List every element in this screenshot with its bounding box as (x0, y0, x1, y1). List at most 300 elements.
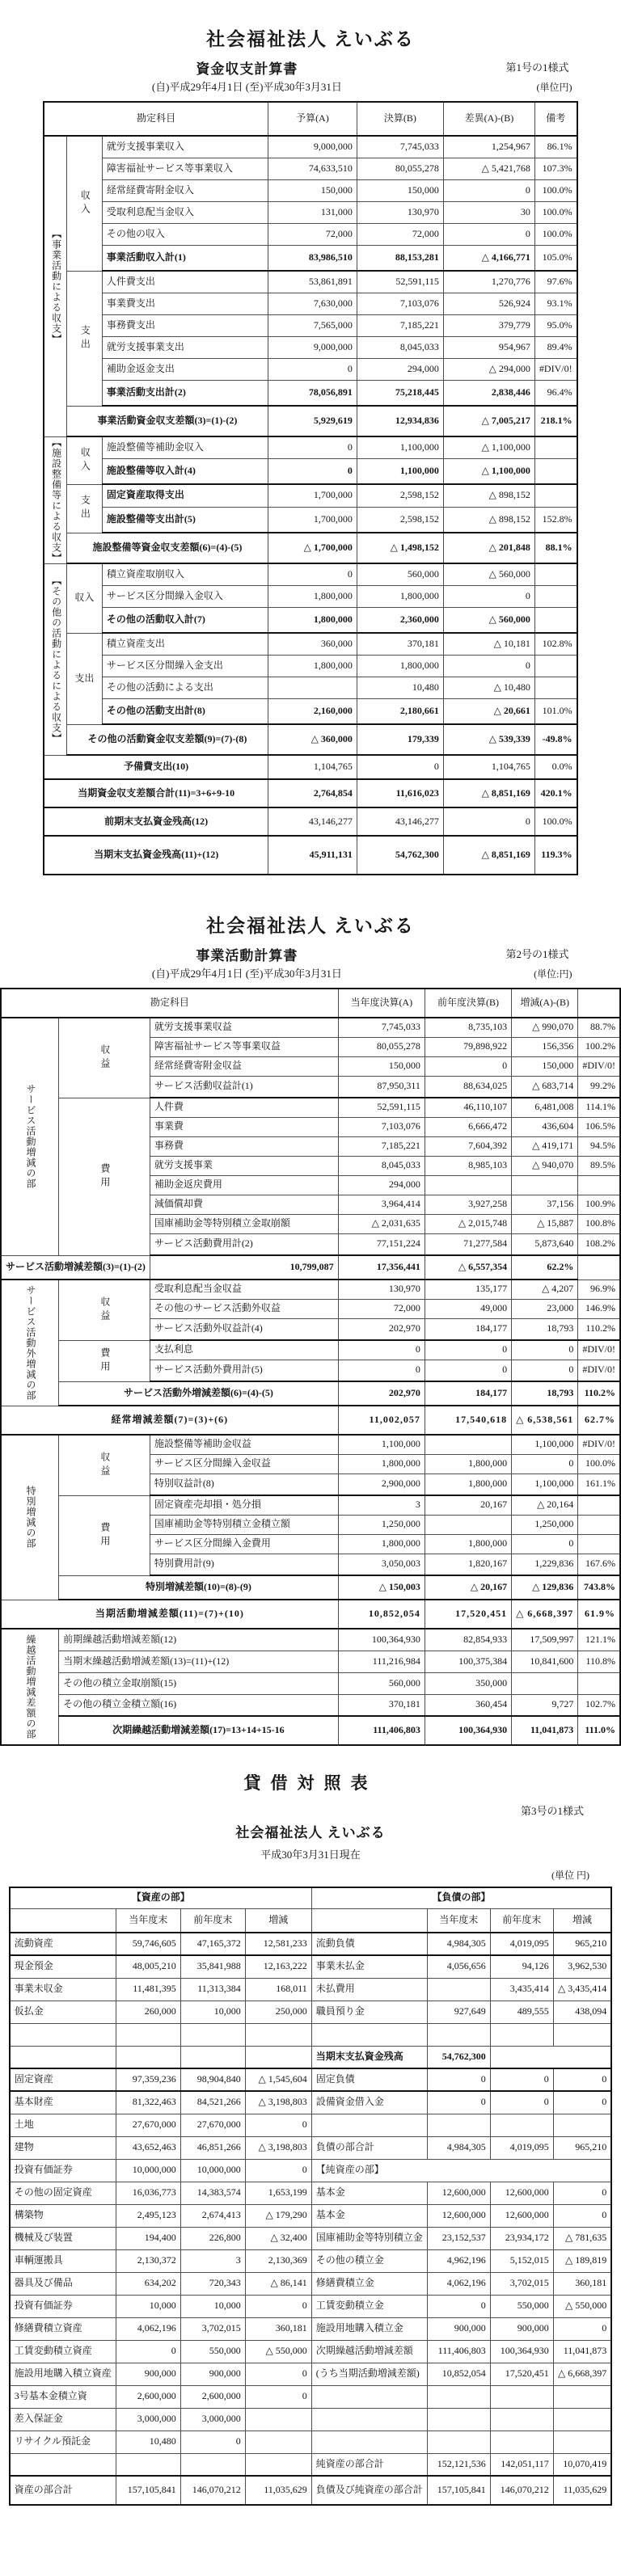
table-row (44, 136, 577, 158)
amount-cell: 10,852,054 (338, 1600, 425, 1629)
account-cell: 受取利息配当金収入 (102, 201, 268, 223)
table-row (44, 458, 577, 484)
account-cell: 事務費支出 (102, 314, 268, 336)
header-cell: 当年度末 (427, 1908, 490, 1933)
account-cell: 就労支援事業収益 (150, 1018, 338, 1037)
table-row (10, 2272, 612, 2295)
account-cell: 基本財産 (10, 2091, 116, 2114)
amount-cell (427, 1978, 490, 2001)
table-row (10, 1908, 612, 1933)
amount-cell: 1,800,000 (357, 585, 443, 607)
amount-cell: 1,800,000 (357, 655, 443, 677)
table-row (1, 1651, 620, 1672)
account-cell: 特別収益計(8) (150, 1474, 338, 1495)
amount-cell: 1,100,000 (512, 1474, 578, 1495)
amount-cell: 168,011 (245, 1978, 311, 2001)
ratio-cell: 61.9% (578, 1600, 620, 1629)
amount-cell: 7,185,221 (338, 1136, 425, 1156)
amount-cell: 954,967 (443, 336, 534, 358)
amount-cell: 1,800,000 (338, 1454, 425, 1474)
amount-cell: 0 (553, 2204, 611, 2227)
ratio-cell: 100.8% (578, 1214, 620, 1233)
ratio-cell (534, 563, 577, 585)
amount-cell: 1,800,000 (338, 1534, 425, 1554)
ratio-cell: 89.4% (534, 336, 577, 358)
ratio-cell (534, 585, 577, 607)
amount-cell: 12,600,000 (490, 2204, 553, 2227)
table-row (44, 585, 577, 607)
amount-cell (490, 2114, 553, 2136)
account-cell (311, 2431, 427, 2453)
ratio-cell: 88.1% (534, 533, 577, 563)
amount-cell: 87,950,311 (338, 1076, 425, 1098)
table-row (10, 2363, 612, 2385)
account-cell: 修繕費積立金 (311, 2272, 427, 2295)
account-cell: 補助金返金支出 (102, 358, 268, 380)
subgroup-label: 費用 (59, 1340, 150, 1381)
header-cell: 勘定科目 (44, 102, 268, 136)
amount-cell: 30 (443, 201, 534, 223)
amount-cell (490, 2385, 553, 2408)
amount-cell: 75,218,445 (357, 380, 443, 406)
subgroup-label: 収入 (66, 136, 102, 271)
amount-cell: 17,356,441 (338, 1255, 425, 1280)
account-cell: 資産の部合計 (10, 2476, 116, 2505)
amount-cell: 17,520,451 (425, 1600, 511, 1629)
amount-cell: 0 (425, 1056, 511, 1076)
table-row (44, 807, 577, 836)
table-row (10, 2476, 612, 2505)
amount-cell: △ 150,003 (338, 1575, 425, 1600)
ratio-cell: 100.9% (578, 1195, 620, 1214)
account-cell: 積立資産支出 (102, 633, 268, 655)
account-cell: その他の積立金取崩額(15) (59, 1672, 339, 1694)
header-cell: 【負債の部】 (311, 1887, 611, 1908)
amount-cell: 11,035,629 (553, 2476, 611, 2505)
amount-cell: 1,100,000 (512, 1435, 578, 1454)
label-cell: 当期末支払資金残高(11)+(12) (44, 836, 268, 875)
amount-cell: 150,000 (512, 1056, 578, 1076)
amount-cell: 0 (512, 1360, 578, 1381)
table-row (10, 2159, 612, 2182)
table-row (44, 102, 577, 136)
table-row (10, 2453, 612, 2476)
amount-cell (427, 2408, 490, 2431)
account-cell: 工賃変動積立資産 (10, 2340, 116, 2363)
amount-cell: 43,652,463 (116, 2136, 180, 2159)
amount-cell: 49,000 (425, 1299, 511, 1318)
amount-cell (180, 2453, 245, 2476)
table-row (44, 223, 577, 245)
amount-cell: 4,019,095 (490, 1933, 553, 1955)
account-cell (311, 2023, 427, 2046)
amount-cell: 489,555 (490, 2001, 553, 2023)
account-cell: 構築物 (10, 2204, 116, 2227)
table-row (10, 2317, 612, 2340)
balance-sheet-title: 貸借対照表 (243, 1773, 378, 1793)
amount-cell: △ 20,167 (425, 1575, 511, 1600)
group-label: サービス活動外増減の部 (1, 1280, 59, 1406)
org-title: 社会福祉法人 えいぶる (206, 916, 415, 936)
amount-cell: 294,000 (338, 1175, 425, 1195)
amount-cell: △ 781,635 (553, 2227, 611, 2249)
amount-cell: 111,216,984 (338, 1651, 425, 1672)
amount-cell: 634,202 (116, 2272, 180, 2295)
ratio-cell: 0.0% (534, 755, 577, 779)
subgroup-label: 収益 (59, 1280, 150, 1340)
table-row (10, 1933, 612, 1955)
ratio-cell (534, 607, 577, 633)
amount-cell: 10,799,087 (150, 1255, 338, 1280)
amount-cell: 2,598,152 (357, 507, 443, 533)
amount-cell: 10,070,419 (553, 2453, 611, 2476)
subgroup-label: 支出 (66, 271, 102, 406)
table-row (10, 2091, 612, 2114)
amount-cell: 11,481,395 (116, 1978, 180, 2001)
amount-cell: 156,356 (512, 1037, 578, 1056)
amount-cell: 10,000 (180, 2295, 245, 2317)
table-row (1, 1381, 620, 1406)
account-cell (311, 2114, 427, 2136)
label-cell: その他の活動資金収支差額(9)=(7)-(8) (66, 724, 268, 755)
amount-cell: 7,604,392 (425, 1136, 511, 1156)
amount-cell: 43,146,277 (357, 807, 443, 836)
ratio-cell: 100.0% (578, 1454, 620, 1474)
table-row (44, 724, 577, 755)
account-cell: 【純資産の部】 (311, 2159, 611, 2182)
amount-cell: 3,964,414 (338, 1195, 425, 1214)
account-cell: 人件費支出 (102, 271, 268, 293)
amount-cell: 0 (512, 1340, 578, 1360)
ratio-cell: 99.2% (578, 1076, 620, 1098)
ratio-cell: 96.4% (534, 380, 577, 406)
amount-cell: 226,800 (180, 2227, 245, 2249)
ratio-cell: 121.1% (578, 1629, 620, 1651)
header-cell: 増減(A)-(B) (512, 989, 578, 1018)
amount-cell: 370,181 (338, 1694, 425, 1716)
amount-cell (553, 2431, 611, 2453)
account-cell: サービス活動費用計(2) (150, 1233, 338, 1255)
ratio-cell: 111.0% (578, 1716, 620, 1745)
amount-cell: 202,970 (338, 1381, 425, 1406)
ratio-cell: 110.2% (578, 1381, 620, 1406)
amount-cell: 43,146,277 (268, 807, 357, 836)
amount-cell: 146,070,212 (490, 2476, 553, 2505)
ratio-cell: #DIV/0! (578, 1435, 620, 1454)
amount-cell (512, 1175, 578, 1195)
amount-cell: 2,495,123 (116, 2204, 180, 2227)
account-cell: 障害福祉サービス等事業収入 (102, 158, 268, 179)
amount-cell: △ 550,000 (245, 2340, 311, 2363)
amount-cell: 100,375,384 (425, 1651, 511, 1672)
amount-cell: 37,156 (512, 1195, 578, 1214)
group-label: 繰越活動増減差額の部 (1, 1629, 59, 1745)
amount-cell: 2,674,413 (180, 2204, 245, 2227)
account-cell: リサイクル預託金 (10, 2431, 116, 2453)
amount-cell: 20,167 (425, 1495, 511, 1515)
account-cell: 固定資産売却損・処分損 (150, 1495, 338, 1515)
account-cell: 現金預金 (10, 1955, 116, 1978)
amount-cell: 2,160,000 (268, 698, 357, 724)
amount-cell: 360,181 (245, 2317, 311, 2340)
table-row (44, 779, 577, 807)
amount-cell: 900,000 (490, 2317, 553, 2340)
ratio-cell: 107.3% (534, 158, 577, 179)
account-cell: 基本金 (311, 2182, 427, 2204)
amount-cell: 2,838,446 (443, 380, 534, 406)
amount-cell (245, 2431, 311, 2453)
ratio-cell: 102.7% (578, 1694, 620, 1716)
table-row (1, 1406, 620, 1435)
amount-cell: 370,181 (357, 633, 443, 655)
table-row (44, 158, 577, 179)
table-row (1, 1340, 620, 1360)
header-cell: 予算(A) (268, 102, 357, 136)
account-cell: 固定資産 (10, 2068, 116, 2091)
amount-cell: 16,036,773 (116, 2182, 180, 2204)
table-row (44, 201, 577, 223)
ratio-cell: 114.1% (578, 1098, 620, 1117)
account-cell: 負債及び純資産の部合計 (311, 2476, 427, 2505)
amount-cell: △ 8,851,169 (443, 779, 534, 807)
amount-cell: △ 1,100,000 (443, 458, 534, 484)
amount-cell: 83,986,510 (268, 245, 357, 271)
subgroup-label: 収入 (66, 436, 102, 484)
amount-cell: 18,793 (512, 1318, 578, 1340)
doc-title-line (46, 944, 576, 965)
table-row (1, 1694, 620, 1716)
amount-cell: 900,000 (427, 2317, 490, 2340)
amount-cell: 3,962,530 (553, 1955, 611, 1978)
header-cell: 前年度末 (490, 1908, 553, 1933)
amount-cell: △ 2,031,635 (338, 1214, 425, 1233)
amount-cell: △ 6,557,354 (425, 1255, 511, 1280)
label-cell: サービス活動増減差額(3)=(1)-(2) (1, 1255, 150, 1280)
account-cell: 工賃変動積立金 (311, 2295, 427, 2317)
amount-cell: △ 4,207 (512, 1280, 578, 1299)
amount-cell: 54,762,300 (427, 2046, 490, 2068)
account-cell: 設備資金借入金 (311, 2091, 427, 2114)
summary-label: 経常増減差額(7)=(3)+(6) (1, 1406, 338, 1435)
amount-cell: 1,104,765 (443, 755, 534, 779)
amount-cell: 360,454 (425, 1694, 511, 1716)
amount-cell (490, 2023, 553, 2046)
amount-cell: 111,406,803 (338, 1716, 425, 1745)
table-row (10, 2001, 612, 2023)
account-cell: 施設整備等補助金収入 (102, 436, 268, 458)
period-line (46, 965, 576, 983)
amount-cell (268, 677, 357, 698)
amount-cell: 135,177 (425, 1280, 511, 1299)
account-cell: 事業費支出 (102, 293, 268, 314)
amount-cell: 0 (425, 1360, 511, 1381)
account-cell: 就労支援事業 (150, 1156, 338, 1175)
amount-cell: 0 (268, 436, 357, 458)
amount-cell: 7,103,076 (357, 293, 443, 314)
unit-label: (単位:円) (534, 968, 572, 980)
amount-cell: 46,851,266 (180, 2136, 245, 2159)
amount-cell: △ 360,000 (268, 724, 357, 755)
account-cell: サービス区分間繰入金収入 (102, 585, 268, 607)
account-cell: サービス区分間繰入金支出 (102, 655, 268, 677)
amount-cell: 720,343 (180, 2272, 245, 2295)
account-cell: 事業活動支出計(2) (102, 380, 268, 406)
amount-cell: △ 294,000 (443, 358, 534, 380)
amount-cell: 0 (443, 655, 534, 677)
ratio-cell: #DIV/0! (534, 358, 577, 380)
amount-cell: 0 (245, 2114, 311, 2136)
amount-cell: △ 560,000 (443, 563, 534, 585)
amount-cell: 53,861,891 (268, 271, 357, 293)
ratio-cell: 88.7% (578, 1018, 620, 1037)
subgroup-label: 収益 (59, 1018, 150, 1098)
amount-cell: 59,746,605 (116, 1933, 180, 1955)
amount-cell: 72,000 (338, 1299, 425, 1318)
amount-cell: 4,984,305 (427, 2136, 490, 2159)
amount-cell: 23,152,537 (427, 2227, 490, 2249)
account-cell: その他の収入 (102, 223, 268, 245)
org-title: 社会福祉法人 えいぶる (206, 29, 415, 49)
amount-cell: 72,000 (357, 223, 443, 245)
amount-cell: 0 (268, 563, 357, 585)
amount-cell: 150,000 (268, 179, 357, 201)
amount-cell: 3,702,015 (180, 2317, 245, 2340)
table-row (10, 2408, 612, 2431)
amount-cell: 0 (338, 1360, 425, 1381)
amount-cell: 1,800,000 (268, 585, 357, 607)
account-cell: 固定負債 (311, 2068, 427, 2091)
label-cell: 特別増減差額(10)=(8)-(9) (59, 1575, 339, 1600)
financial-table (0, 988, 621, 1746)
account-cell: その他の活動支出計(8) (102, 698, 268, 724)
account-cell: 国庫補助金等特別積立金 (311, 2227, 427, 2249)
balance-sheet-table (0, 1887, 621, 2506)
table-row (1, 1629, 620, 1651)
table-row (1, 1018, 620, 1037)
amount-cell: 3,000,000 (180, 2408, 245, 2431)
amount-cell: △ 6,668,397 (512, 1600, 578, 1629)
table-row (44, 293, 577, 314)
table-row (1, 1716, 620, 1745)
amount-cell: 157,105,841 (427, 2476, 490, 2505)
amount-cell: 0 (268, 458, 357, 484)
table-row (10, 2340, 612, 2363)
amount-cell: △ 7,005,217 (443, 406, 534, 436)
amount-cell: 965,210 (553, 1933, 611, 1955)
amount-cell: 100,364,930 (425, 1716, 511, 1745)
amount-cell: 560,000 (357, 563, 443, 585)
amount-cell: △ 189,819 (553, 2249, 611, 2272)
amount-cell: 27,670,000 (116, 2114, 180, 2136)
amount-cell: △ 940,070 (512, 1156, 578, 1175)
amount-cell: 12,163,222 (245, 1955, 311, 1978)
amount-cell: 150,000 (338, 1056, 425, 1076)
amount-cell: 0 (512, 1534, 578, 1554)
header-cell: 差異(A)-(B) (443, 102, 534, 136)
amount-cell: 927,649 (427, 2001, 490, 2023)
amount-cell: 1,100,000 (338, 1435, 425, 1454)
table-row (44, 179, 577, 201)
header-cell: 備考 (534, 102, 577, 136)
amount-cell: 72,000 (268, 223, 357, 245)
amount-cell: 6,666,472 (425, 1117, 511, 1136)
ratio-cell (578, 1515, 620, 1534)
table-row (1, 989, 620, 1018)
amount-cell (180, 2023, 245, 2046)
ratio-cell: 96.9% (578, 1280, 620, 1299)
table-row (44, 563, 577, 585)
activity-header (46, 944, 576, 983)
account-cell: 基本金 (311, 2204, 427, 2227)
amount-cell: 10,480 (357, 677, 443, 698)
ratio-cell: 105.0% (534, 245, 577, 271)
unit-label: (単位円) (536, 82, 572, 93)
amount-cell (490, 2408, 553, 2431)
amount-cell: 550,000 (490, 2295, 553, 2317)
amount-cell: 184,177 (425, 1318, 511, 1340)
table-row (10, 2114, 612, 2136)
amount-cell: 436,604 (512, 1117, 578, 1136)
amount-cell (553, 2385, 611, 2408)
amount-cell (116, 2023, 180, 2046)
section-cash-flow-statement (0, 0, 621, 875)
ratio-cell: 100.2% (578, 1037, 620, 1056)
label-cell: 事業活動資金収支差額(3)=(1)-(2) (66, 406, 268, 436)
account-cell: 施設用地購入積立資産 (10, 2363, 116, 2385)
amount-cell: 9,727 (512, 1694, 578, 1716)
amount-cell: 7,630,000 (268, 293, 357, 314)
account-cell (10, 2453, 116, 2476)
table-row (44, 507, 577, 533)
financial-table (9, 1887, 613, 2506)
table-row (1, 1600, 620, 1629)
amount-cell (553, 2408, 611, 2431)
amount-cell: 152,121,536 (427, 2453, 490, 2476)
amount-cell: 0 (427, 2068, 490, 2091)
account-cell: 当期末繰越活動増減差額(13)=(11)+(12) (59, 1651, 339, 1672)
table-row (10, 2249, 612, 2272)
amount-cell: 350,000 (425, 1672, 511, 1694)
account-cell: 特別費用計(9) (150, 1554, 338, 1575)
account-cell: 未払費用 (311, 1978, 427, 2001)
table-row (10, 2295, 612, 2317)
group-label: 【事業活動による収支】 (44, 136, 66, 436)
group-label: サービス活動増減の部 (1, 1018, 59, 1255)
account-cell: 負債の部合計 (311, 2136, 427, 2159)
ratio-cell: 95.0% (534, 314, 577, 336)
period-label: (自)平成29年4月1日 (至)平成30年3月31日 (151, 81, 342, 93)
amount-cell: 4,062,196 (116, 2317, 180, 2340)
amount-cell: 3 (180, 2249, 245, 2272)
amount-cell: 184,177 (425, 1381, 511, 1406)
amount-cell: 8,045,033 (357, 336, 443, 358)
account-cell: その他の積立金 (311, 2249, 427, 2272)
amount-cell (425, 1435, 511, 1454)
amount-cell: 0 (443, 179, 534, 201)
header-cell: 【資産の部】 (10, 1887, 312, 1908)
amount-cell: 23,934,172 (490, 2227, 553, 2249)
amount-cell: 0 (268, 358, 357, 380)
account-cell: (うち当期活動増減差額) (311, 2363, 427, 2385)
amount-cell: 47,165,372 (180, 1933, 245, 1955)
account-cell: 仮払金 (10, 2001, 116, 2023)
amount-cell: 0 (553, 2068, 611, 2091)
amount-cell: △ 20,661 (443, 698, 534, 724)
amount-cell: 1,800,000 (425, 1534, 511, 1554)
amount-cell: 10,852,054 (427, 2363, 490, 2385)
account-cell: サービス活動収益計(1) (150, 1076, 338, 1098)
form-number: 第2号の1様式 (505, 948, 569, 960)
